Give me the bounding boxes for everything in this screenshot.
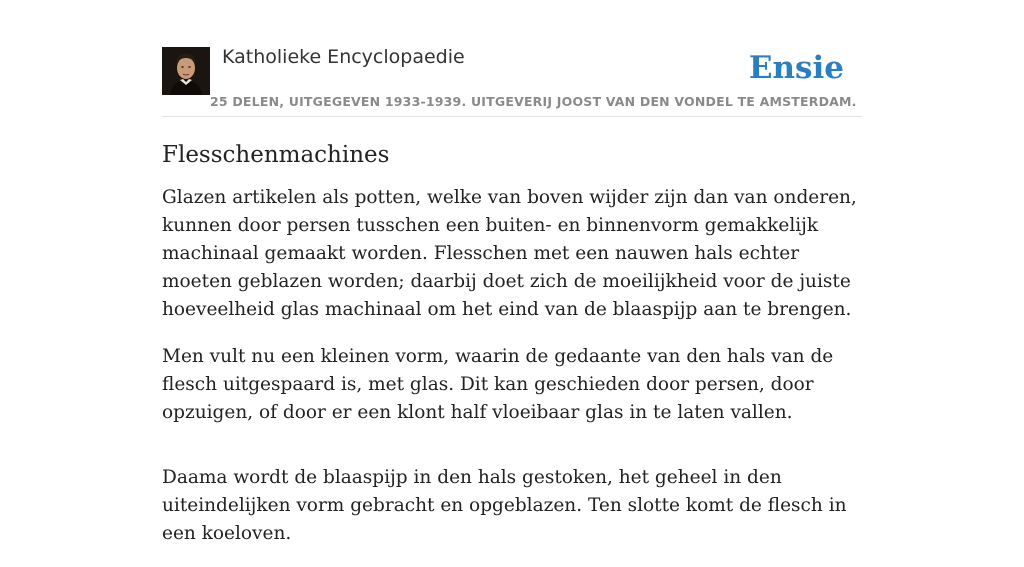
source-subtitle: 25 DELEN, UITGEGEVEN 1933-1939. UITGEVERIJ JOOST VAN DEN VONDEL TE AMSTERDAM. bbox=[210, 94, 857, 109]
article-paragraph: Men vult nu een kleinen vorm, waarin de gedaante van den hals van de flesch uitgespaard is, met glas. Dit kan geschieden door persen, door opzuigen, of door er een klont half vloeibaar glas in te laten vallen. bbox=[162, 346, 834, 423]
portrait-avatar-icon[interactable] bbox=[162, 47, 210, 95]
article-paragraph: Glazen artikelen als potten, welke van boven wijder zijn dan van onderen, kunnen door persen tusschen een buiten- en binnenvorm gemakkelijk machinaal gemaakt worden. Flesschen met een nauwen hals echter moeten geblazen worden; daarbij doet zich de moeilijkheid voor de juiste hoeveelheid glas machinaal om het eind van de blaaspijp aan te brengen. bbox=[162, 187, 857, 320]
site-header bbox=[162, 44, 862, 117]
brand-logo-link[interactable]: Ensie bbox=[748, 50, 844, 86]
article-paragraph: Daama wordt de blaaspijp in den hals gestoken, het geheel in den uiteindelijken vorm gebracht en opgeblazen. Ten slotte komt de flesch in een koeloven. bbox=[162, 467, 847, 544]
source-title[interactable]: Katholieke Encyclopaedie bbox=[222, 46, 465, 68]
page-title: Flesschenmachines bbox=[162, 142, 390, 168]
article-content bbox=[162, 140, 862, 567]
